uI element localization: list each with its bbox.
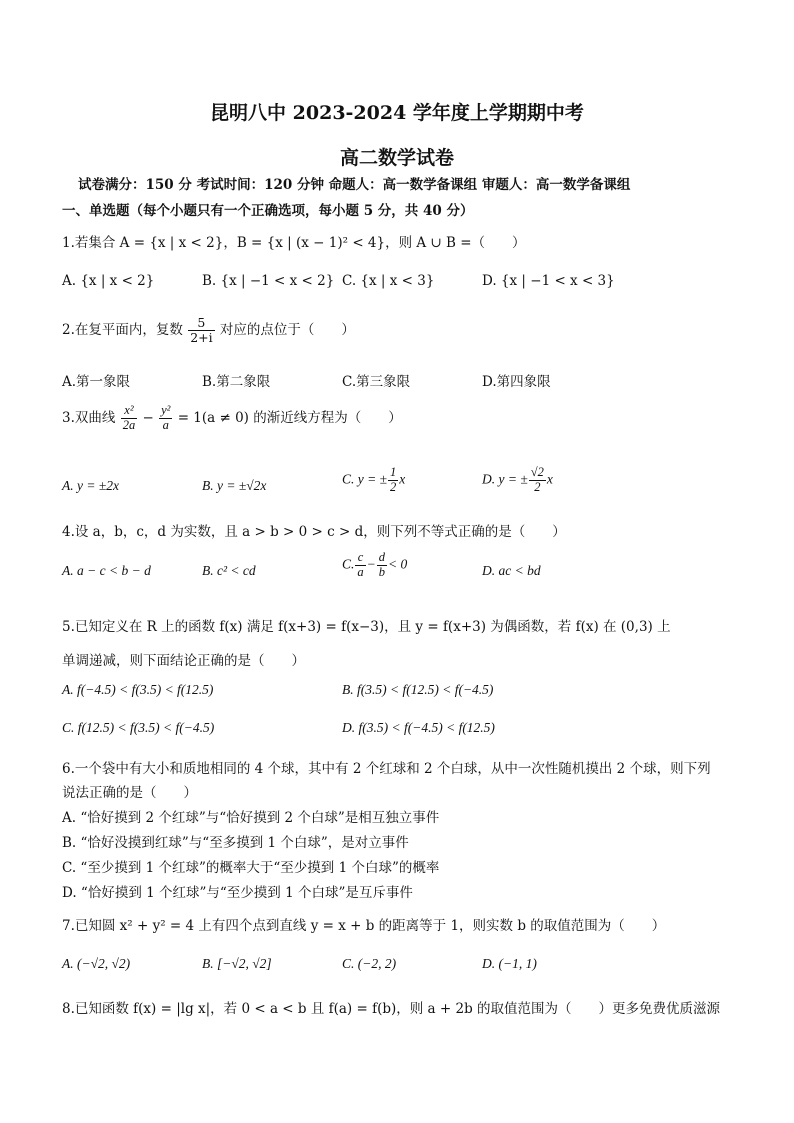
question-2-option-b: B.第二象限 — [202, 374, 271, 390]
question-2-stem — [62, 316, 355, 345]
question-4-option-c-fraction-2 — [377, 551, 387, 580]
question-7-option-c: C. (−2, 2) — [342, 956, 397, 971]
question-5-stem-line-1: 5.已知定义在 R 上的函数 f(x) 满足 f(x+3) = f(x−3)，且 y = f(x+3) 为偶函数，若 f(x) 在 (0,3) 上 — [62, 619, 671, 635]
question-6-stem-line-2: 说法正确的是（ ） — [62, 785, 197, 801]
question-4-option-c-numerator-2: d — [378, 550, 386, 564]
question-3-option-c-fraction — [388, 466, 398, 495]
question-3-option-c-denominator: 2 — [390, 479, 397, 494]
question-7-option-a: A. (−√2, √2) — [62, 956, 131, 971]
question-7-option-b: B. [−√2, √2] — [202, 956, 272, 971]
exam-subtitle: 高二数学试卷 — [339, 147, 454, 169]
question-2-fraction-numerator: 5 — [188, 316, 214, 331]
question-2-option-a: A.第一象限 — [62, 374, 131, 390]
question-3-option-d-post: x — [546, 471, 553, 487]
question-4-option-c-fraction-1 — [355, 551, 365, 580]
question-6-option-a: A. “恰好摸到 2 个红球”与“恰好摸到 2 个白球”是相互独立事件 — [62, 810, 440, 826]
question-3-option-a: A. y = ±2x — [62, 478, 119, 493]
question-3-option-c — [342, 466, 405, 495]
question-6-option-d: D. “恰好摸到 1 个红球”与“至少摸到 1 个白球”是互斥事件 — [62, 885, 413, 901]
question-3-fraction-2-numerator: y² — [161, 403, 171, 417]
question-5-option-c: C. f(12.5) < f(3.5) < f(−4.5) — [62, 720, 215, 735]
question-4-option-c — [342, 551, 407, 580]
question-3-fraction-2-denominator: a — [162, 417, 169, 432]
question-3-option-d-pre: D. y = ± — [482, 471, 528, 487]
question-2-option-d: D.第四象限 — [482, 374, 551, 390]
question-3-option-c-pre: C. y = ± — [342, 471, 388, 487]
question-4-option-d: D. ac < bd — [482, 563, 541, 578]
section-heading: 一、单选题（每个小题只有一个正确选项，每小题 5 分，共 40 分） — [62, 203, 474, 219]
question-3-fraction-1-numerator: x² — [121, 404, 138, 419]
question-3-fraction-2 — [159, 404, 172, 433]
question-3-option-c-post: x — [399, 471, 406, 487]
question-4-option-c-post: < 0 — [388, 556, 408, 572]
question-4-option-c-denominator-2: b — [378, 564, 386, 579]
question-2-option-c: C.第三象限 — [342, 374, 411, 390]
question-4-option-b: B. c² < cd — [202, 563, 256, 578]
question-4-option-c-pre: C. — [342, 556, 355, 572]
question-4-option-c-minus: − — [366, 556, 376, 572]
question-7-stem: 7.已知圆 x² + y² = 4 上有四个点到直线 y = x + b 的距离等于 1，则实数 b 的取值范围为（ ） — [62, 918, 666, 934]
question-2-fraction — [188, 316, 214, 345]
question-1-option-d: D. {x | −1 < x < 3} — [482, 273, 615, 289]
question-3-stem-pre: 3.双曲线 — [62, 409, 116, 426]
question-1-option-b: B. {x | −1 < x < 2} — [202, 273, 335, 289]
question-4-stem: 4.设 a，b，c，d 为实数，且 a > b > 0 > c > d，则下列不等式正确的是（ ） — [62, 524, 566, 540]
exam-info: 试卷满分：150 分 考试时间：120 分钟 命题人：高一数学备课组 审题人：高一数学备课组 — [78, 177, 631, 193]
question-3-option-d-numerator: √2 — [530, 465, 544, 479]
question-6-option-b: B. “恰好没摸到红球”与“至多摸到 1 个白球”，是对立事件 — [62, 835, 409, 851]
exam-title: 昆明八中 2023-2024 学年度上学期期中考 — [210, 102, 584, 124]
question-4-option-c-numerator-1: c — [355, 551, 365, 566]
question-2-stem-pre: 2.在复平面内，复数 — [62, 321, 183, 338]
question-2-stem-post: 对应的点位于（ ） — [219, 321, 355, 338]
question-3-option-d-denominator: 2 — [534, 479, 541, 494]
question-3-fraction-1 — [121, 404, 138, 433]
question-5-option-a: A. f(−4.5) < f(3.5) < f(12.5) — [62, 682, 214, 697]
question-1-option-c: C. {x | x < 3} — [342, 273, 435, 289]
question-1-stem: 1.若集合 A = {x | x < 2}，B = {x | (x − 1)² < 4}，则 A ∪ B =（ ） — [62, 235, 526, 251]
question-3-option-b: B. y = ±√2x — [202, 478, 267, 493]
question-8-stem: 8.已知函数 f(x) = |lg x|，若 0 < a < b 且 f(a) = f(b)，则 a + 2b 的取值范围为（ ）更多免费优质滋源 — [62, 1001, 721, 1017]
question-5-option-d: D. f(3.5) < f(−4.5) < f(12.5) — [342, 720, 495, 735]
question-7-option-d: D. (−1, 1) — [482, 956, 537, 971]
question-1-option-a: A. {x | x < 2} — [62, 273, 155, 289]
question-3-stem — [62, 404, 402, 433]
question-6-option-c: C. “至少摸到 1 个红球”的概率大于“至少摸到 1 个白球”的概率 — [62, 860, 440, 876]
question-3-stem-post: = 1(a ≠ 0) 的渐近线方程为（ ） — [177, 409, 402, 426]
question-5-option-b: B. f(3.5) < f(12.5) < f(−4.5) — [342, 682, 494, 697]
question-3-fraction-1-denominator: 2a — [122, 417, 136, 432]
question-3-option-d — [482, 466, 553, 495]
question-3-option-c-numerator: 1 — [390, 465, 397, 479]
question-5-stem-line-2: 单调递减，则下面结论正确的是（ ） — [62, 653, 305, 669]
question-4-option-c-denominator-1: a — [357, 564, 364, 579]
question-2-fraction-denominator: 2+i — [190, 329, 213, 345]
question-4-option-a: A. a − c < b − d — [62, 563, 151, 578]
question-3-minus: − — [142, 409, 154, 426]
question-6-stem-line-1: 6.一个袋中有大小和质地相同的 4 个球，其中有 2 个红球和 2 个白球，从中一次性随机摸出 2 个球，则下列 — [62, 761, 711, 777]
question-3-option-d-fraction — [529, 466, 546, 495]
